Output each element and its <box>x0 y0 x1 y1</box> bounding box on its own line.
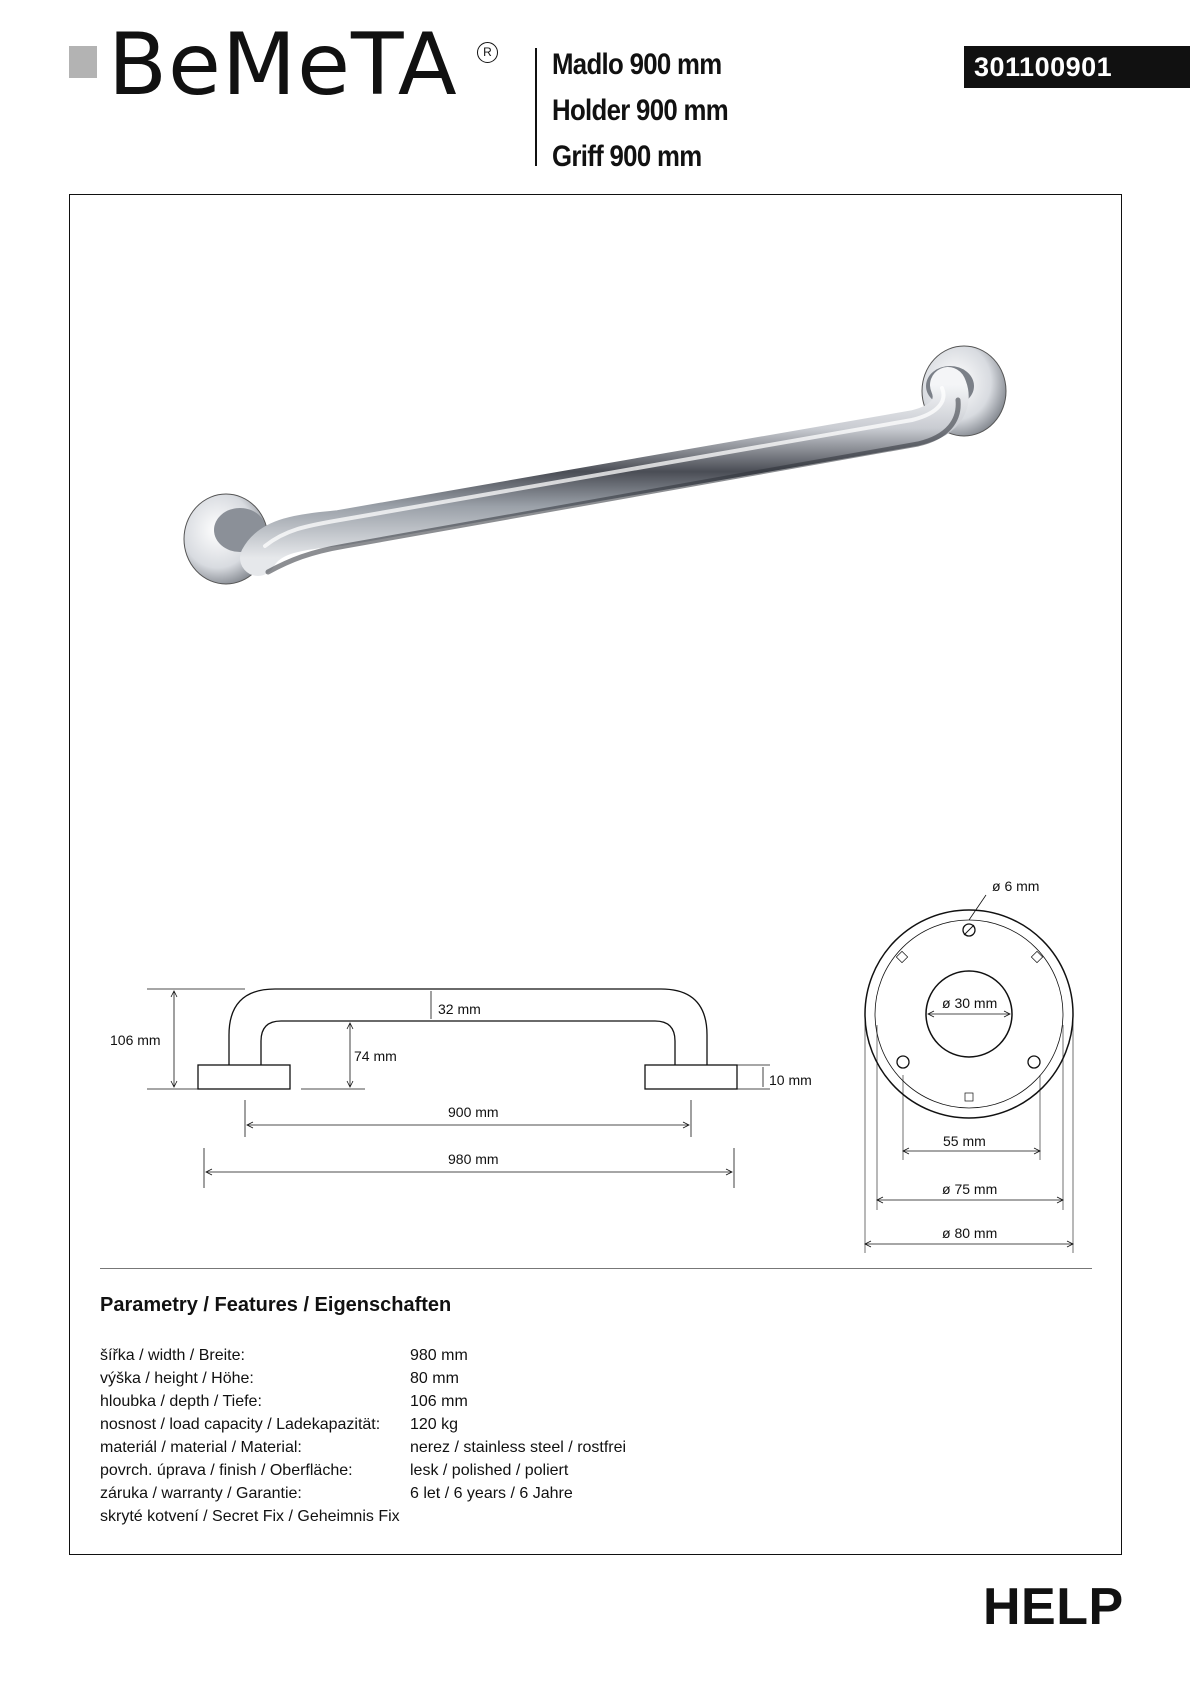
feature-label: povrch. úprava / finish / Oberfläche: <box>100 1462 353 1479</box>
feature-value: 80 mm <box>410 1370 459 1387</box>
label-980: 980 mm <box>448 1151 499 1167</box>
feature-row <box>100 1436 626 1459</box>
features-list <box>100 1344 626 1528</box>
label-d80: ø 80 mm <box>942 1225 998 1241</box>
title-de: Griff 900 mm <box>552 140 702 173</box>
label-55: 55 mm <box>943 1133 986 1149</box>
features-title: Parametry / Features / Eigenschaften <box>100 1294 452 1316</box>
left-base <box>198 1065 290 1089</box>
feature-value: 120 kg <box>410 1416 459 1433</box>
bar-inner-outline <box>261 1021 675 1059</box>
feature-value: 106 mm <box>410 1393 468 1410</box>
feature-label: skryté kotvení / Secret Fix / Geheimnis Fix <box>100 1508 400 1525</box>
feature-value: nerez / stainless steel / rostfrei <box>410 1439 627 1456</box>
feature-label: hloubka / depth / Tiefe: <box>100 1393 262 1410</box>
grab-bar <box>258 385 951 558</box>
product-image <box>184 346 1006 584</box>
product-code: 301100901 <box>964 46 1190 88</box>
hole-left <box>897 1056 909 1068</box>
features-divider <box>100 1268 1092 1269</box>
feature-row <box>100 1367 626 1390</box>
flange-view <box>865 895 1073 1253</box>
label-74: 74 mm <box>354 1048 397 1064</box>
label-32: 32 mm <box>438 1001 481 1017</box>
series-name: HELP <box>983 1578 1124 1636</box>
feature-label: šířka / width / Breite: <box>100 1347 245 1364</box>
feature-row <box>100 1390 626 1413</box>
title-en: Holder 900 mm <box>552 94 729 127</box>
feature-label: záruka / warranty / Garantie: <box>100 1485 302 1502</box>
right-base <box>645 1065 737 1089</box>
feature-row <box>100 1459 626 1482</box>
feature-value: lesk / polished / poliert <box>410 1462 569 1479</box>
feature-label: výška / height / Höhe: <box>100 1370 254 1387</box>
registered-mark: R <box>477 42 498 63</box>
feature-row <box>100 1505 626 1528</box>
label-10: 10 mm <box>769 1072 812 1088</box>
feature-value: 980 mm <box>410 1347 468 1364</box>
feature-label: nosnost / load capacity / Ladekapazität: <box>100 1416 381 1433</box>
bar-outline <box>229 989 707 1059</box>
title-cz: Madlo 900 mm <box>552 48 722 81</box>
label-900: 900 mm <box>448 1104 499 1120</box>
feature-row <box>100 1413 626 1436</box>
brand-logo: BeMeTA <box>108 15 458 115</box>
feature-label: materiál / material / Material: <box>100 1439 302 1456</box>
label-d30: ø 30 mm <box>942 995 998 1011</box>
feature-row <box>100 1344 626 1367</box>
feature-row <box>100 1482 626 1505</box>
label-106: 106 mm <box>110 1032 161 1048</box>
label-d75: ø 75 mm <box>942 1181 998 1197</box>
label-hole: ø 6 mm <box>992 878 1040 894</box>
hole-right <box>1028 1056 1040 1068</box>
feature-value: 6 let / 6 years / 6 Jahre <box>410 1485 573 1502</box>
